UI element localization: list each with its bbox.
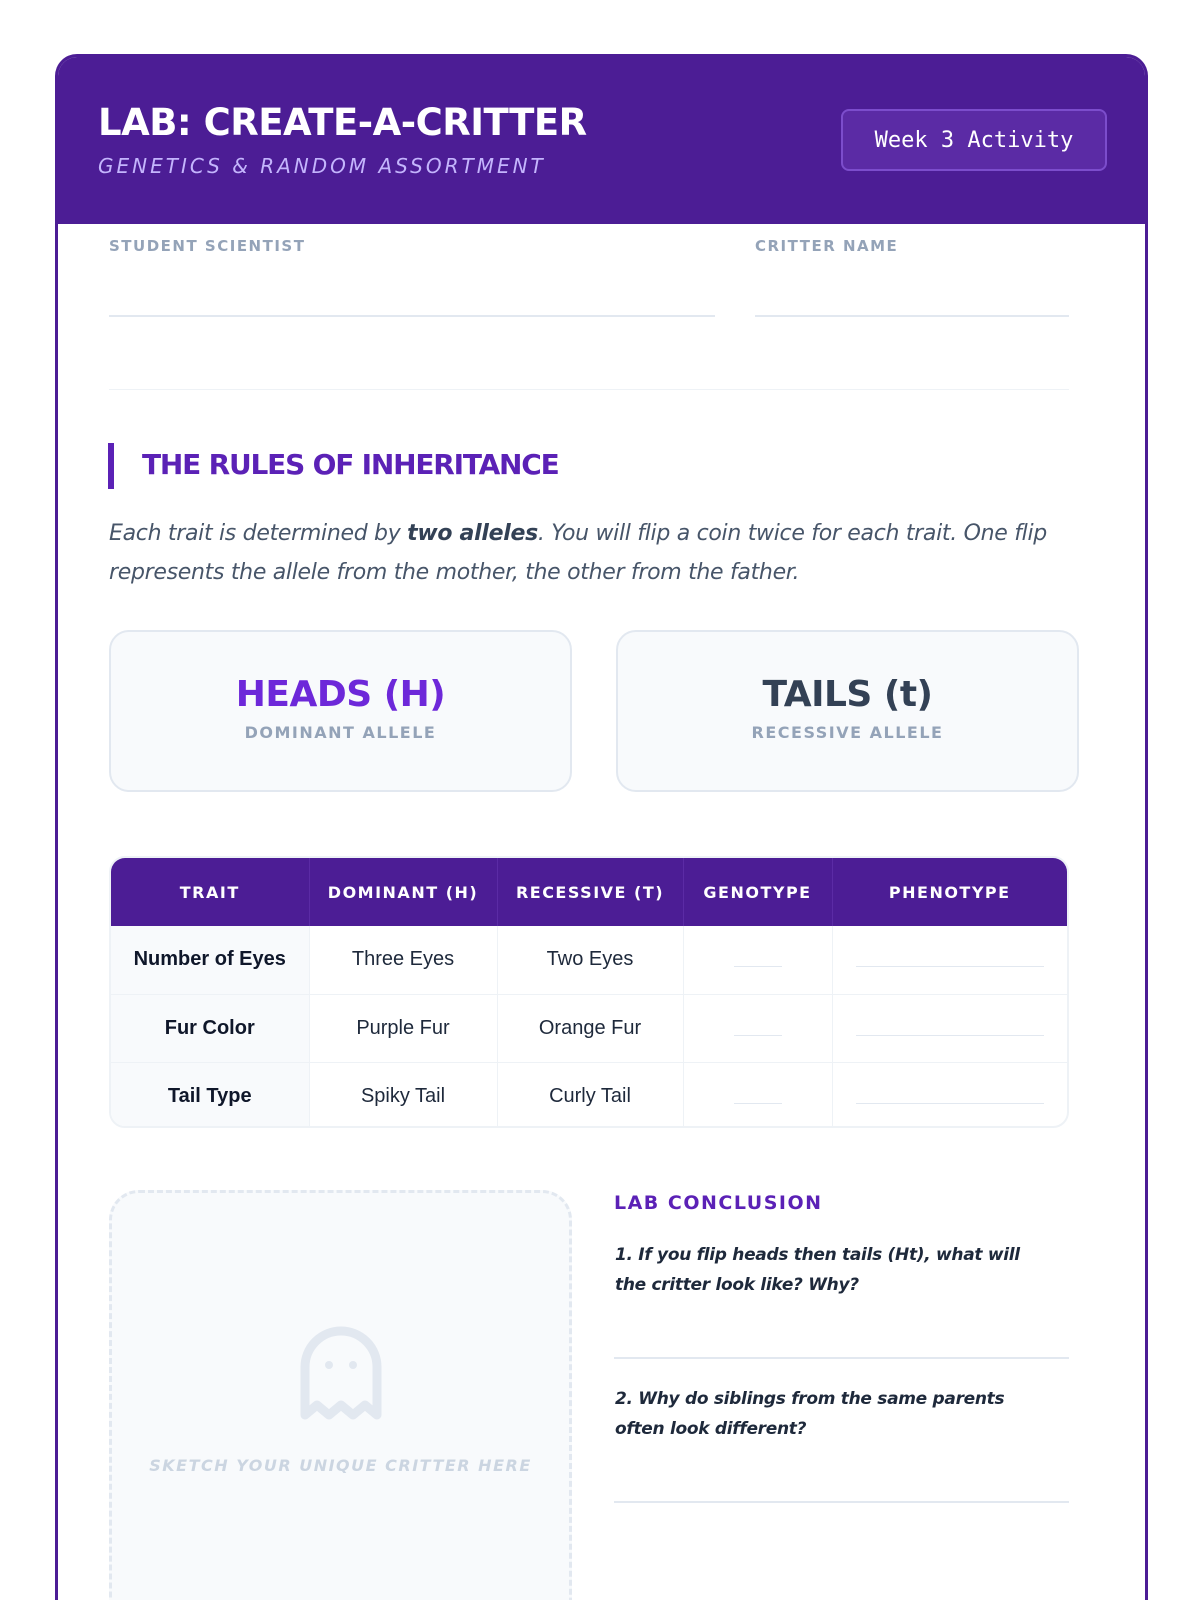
- student-scientist-field[interactable]: [109, 315, 715, 317]
- student-scientist-label: STUDENT SCIENTIST: [109, 237, 306, 255]
- genotype-input[interactable]: [683, 926, 832, 994]
- sketch-caption: SKETCH YOUR UNIQUE CRITTER HERE: [149, 1456, 532, 1475]
- critter-name-field[interactable]: [755, 315, 1069, 317]
- conclusion-title: LAB CONCLUSION: [614, 1192, 823, 1214]
- answer-field-2[interactable]: [614, 1501, 1069, 1503]
- phenotype-input[interactable]: [832, 994, 1067, 1062]
- header-banner: [58, 57, 1145, 224]
- trait-cell: Fur Color: [111, 994, 309, 1062]
- page-subtitle: GENETICS & RANDOM ASSORTMENT: [98, 154, 546, 178]
- rules-title: THE RULES OF INHERITANCE: [142, 448, 559, 481]
- heads-allele-name: HEADS (H): [235, 674, 446, 715]
- column-header: DOMINANT (H): [309, 858, 497, 926]
- tails-allele-name: TAILS (t): [762, 674, 933, 715]
- table-row: [111, 926, 1067, 994]
- recessive-cell: Curly Tail: [497, 1062, 683, 1128]
- dominant-cell: Spiky Tail: [309, 1062, 497, 1128]
- table-header-row: [111, 858, 1067, 926]
- column-header: TRAIT: [111, 858, 309, 926]
- phenotype-blank: [856, 1035, 1044, 1036]
- section-accent-bar: [108, 443, 114, 489]
- sketch-area[interactable]: [109, 1190, 572, 1600]
- section-divider: [109, 389, 1069, 390]
- phenotype-input[interactable]: [832, 1062, 1067, 1128]
- answer-field-1[interactable]: [614, 1357, 1069, 1359]
- column-header: GENOTYPE: [683, 858, 832, 926]
- phenotype-input[interactable]: [832, 926, 1067, 994]
- recessive-cell: Two Eyes: [497, 926, 683, 994]
- recessive-cell: Orange Fur: [497, 994, 683, 1062]
- conclusion-question-2: 2. Why do siblings from the same parents often look different?: [615, 1389, 1005, 1439]
- tails-allele-label: RECESSIVE ALLELE: [751, 723, 944, 742]
- critter-name-label: CRITTER NAME: [755, 237, 899, 255]
- column-header: RECESSIVE (T): [497, 858, 683, 926]
- genotype-input[interactable]: [683, 994, 832, 1062]
- genotype-input[interactable]: [683, 1062, 832, 1128]
- intro-text-bold: two alleles: [407, 521, 538, 546]
- traits-table: [109, 856, 1069, 1128]
- rules-intro: [109, 514, 1099, 592]
- week-badge: Week 3 Activity: [841, 109, 1107, 171]
- column-header: PHENOTYPE: [832, 858, 1067, 926]
- genotype-blank: [734, 1103, 782, 1104]
- heads-allele-label: DOMINANT ALLELE: [244, 723, 437, 742]
- intro-text-end: . You will flip a coin twice for each trait. One flip represents the allele from the mother, the other from the father.: [109, 521, 1047, 585]
- heads-allele-card: [109, 630, 572, 792]
- phenotype-blank: [856, 966, 1044, 967]
- intro-text-start: Each trait is determined by: [109, 521, 408, 546]
- conclusion-question-1: 1. If you flip heads then tails (Ht), what will the critter look like? Why?: [615, 1245, 1020, 1295]
- dominant-cell: Three Eyes: [309, 926, 497, 994]
- ghost-icon: [299, 1323, 383, 1423]
- table-row: [111, 994, 1067, 1062]
- genotype-blank: [734, 1035, 782, 1036]
- page-title: LAB: CREATE-A-CRITTER: [98, 101, 587, 144]
- dominant-cell: Purple Fur: [309, 994, 497, 1062]
- trait-cell: Number of Eyes: [111, 926, 309, 994]
- genotype-blank: [734, 966, 782, 967]
- table-row: [111, 1062, 1067, 1128]
- phenotype-blank: [856, 1103, 1044, 1104]
- tails-allele-card: [616, 630, 1079, 792]
- trait-cell: Tail Type: [111, 1062, 309, 1128]
